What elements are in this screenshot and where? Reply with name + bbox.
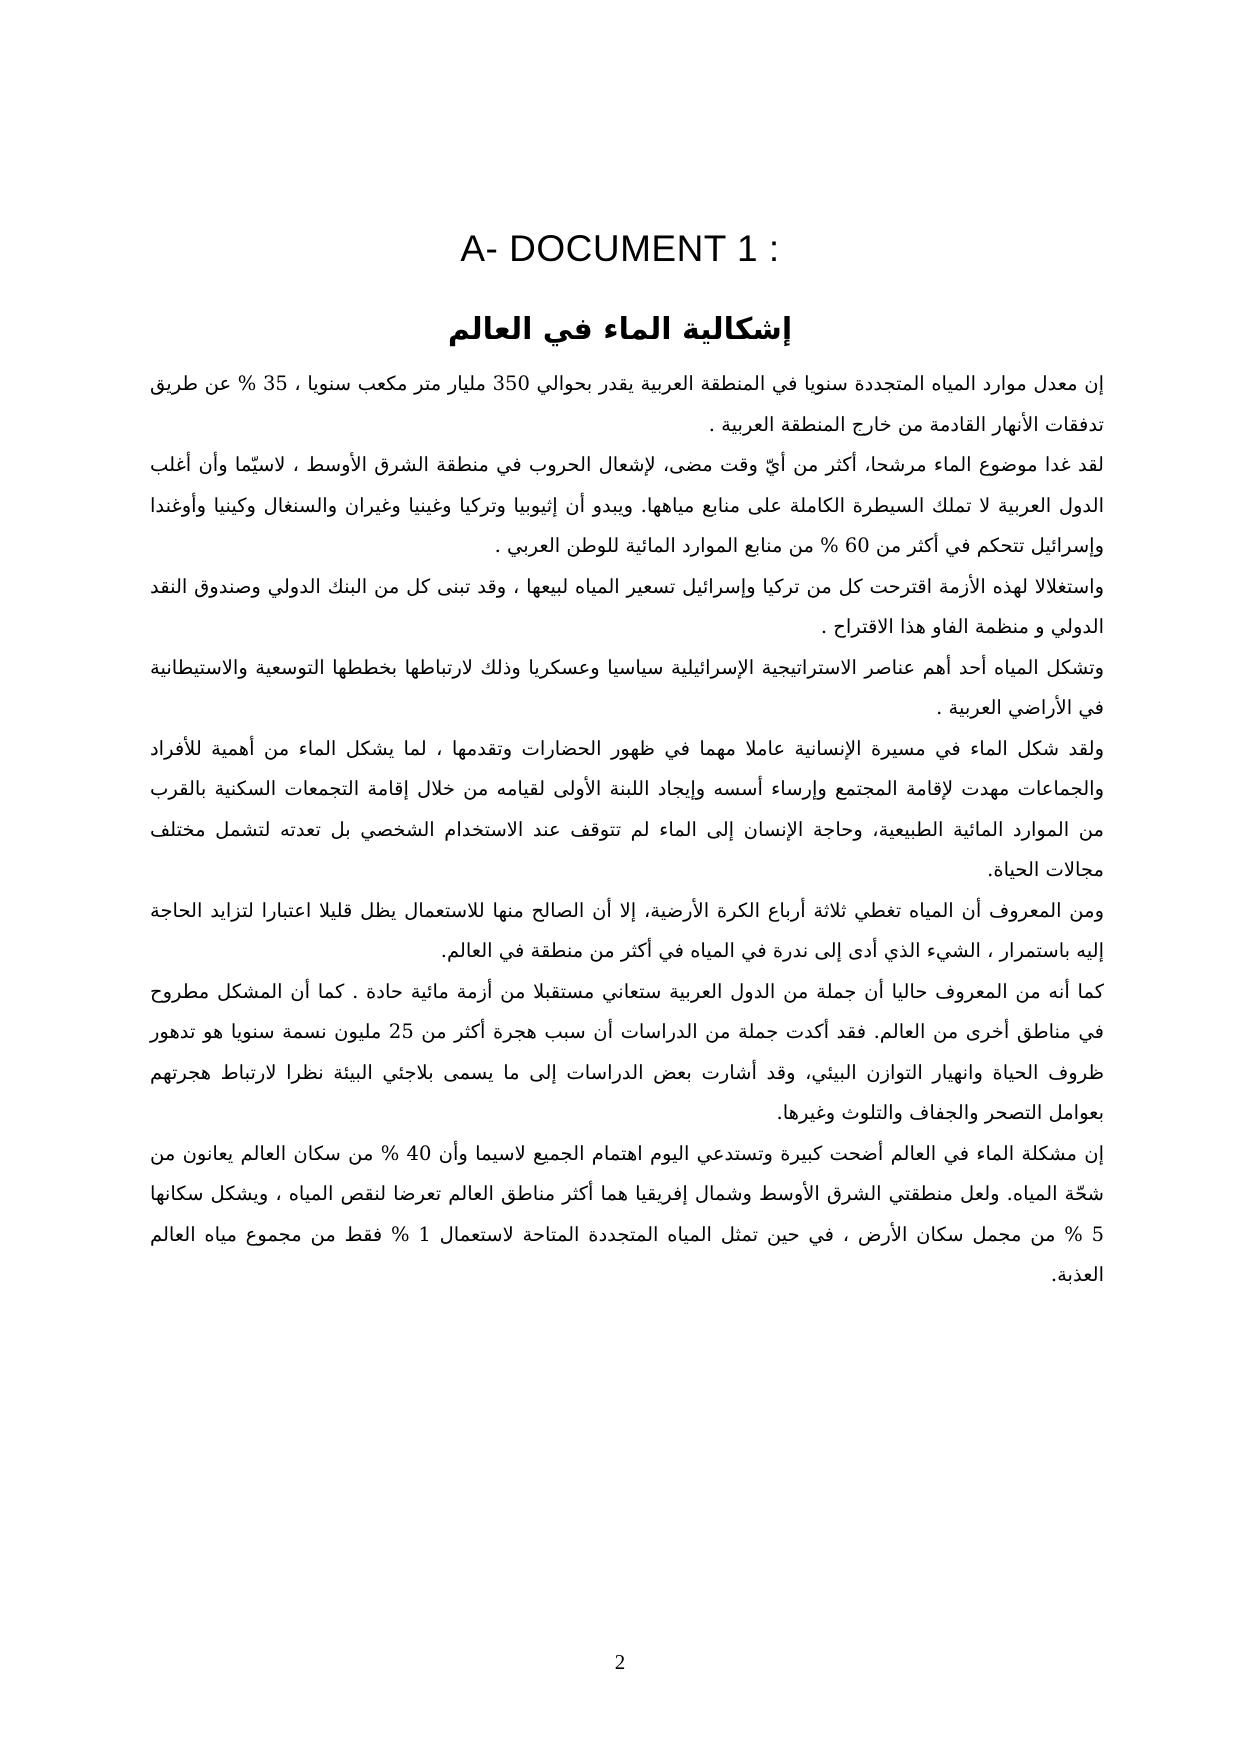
document-title: A- DOCUMENT 1 :	[460, 228, 780, 269]
paragraph: إن مشكلة الماء في العالم أضحت كبيرة وتستدعي اليوم اهتمام الجميع لاسيما وأن 40 % من سكان العالم يعانون من شحّة المياه. ولعل منطقتي الشرق الأوسط وشمال إفريقيا هما أكثر مناطق العالم تعرضا لنقص المياه ، ويشكل سكانها 5 % من مجمل سكان الأرض ، في حين تمثل المياه المتجددة المتاحة لاستعمال 1 % فقط من مجموع مياه العالم العذبة.	[150, 1141, 1104, 1286]
paragraph: واستغلالا لهذه الأزمة اقترحت كل من تركيا وإسرائيل تسعير المياه لبيعها ، وقد تبنى كل من البنك الدولي وصندوق النقد الدولي و منظمة الفاو هذا الاقتراح .	[150, 574, 1104, 638]
document-body	[150, 364, 1104, 1296]
paragraph: لقد غدا موضوع الماء مرشحا، أكثر من أيّ وقت مضى، لإشعال الحروب في منطقة الشرق الأوسط ، لاسيّما وأن أغلب الدول العربية لا تملك السيطرة الكاملة على منابع مياهها. ويبدو أن إثيوبيا وتركيا وغينيا وغيران والسنغال وكينيا وأوغندا وإسرائيل تتحكم في أكثر من 60 % من منابع الموارد المائية للوطن العربي .	[150, 453, 1104, 557]
paragraph: وتشكل المياه أحد أهم عناصر الاستراتيجية الإسرائيلية سياسيا وعسكريا وذلك لارتباطها بخططها التوسعية والاستيطانية في الأراضي العربية .	[150, 655, 1104, 719]
paragraph: ولقد شكل الماء في مسيرة الإنسانية عاملا مهما في ظهور الحضارات وتقدمها ، لما يشكل الماء من أهمية للأفراد والجماعات مهدت لإقامة المجتمع وإرساء أسسه وإيجاد اللبنة الأولى لقيامه من خلال إقامة التجمعات السكنية بالقرب من الموارد المائية الطبيعية، وحاجة الإنسان إلى الماء لم تتوقف عند الاستخدام الشخصي بل تعدته لتشمل مختلف مجالات الحياة.	[150, 736, 1104, 881]
paragraph: إن معدل موارد المياه المتجددة سنويا في المنطقة العربية يقدر بحوالي 350 مليار متر مكعب سنويا ، 35 % عن طريق تدفقات الأنهار القادمة من خارج المنطقة العربية .	[150, 372, 1104, 436]
document-subtitle: إشكالية الماء في العالم	[447, 312, 793, 347]
paragraph: كما أنه من المعروف حاليا أن جملة من الدول العربية ستعاني مستقبلا من أزمة مائية حادة . كما أن المشكل مطروح في مناطق أخرى من العالم. فقد أكدت جملة من الدراسات أن سبب هجرة أكثر من 25 مليون نسمة سنويا هو تدهور ظروف الحياة وانهيار التوازن البيئي، وقد أشارت بعض الدراسات إلى ما يسمى بلاجئي البيئة نظرا لارتباط هجرتهم بعوامل التصحر والجفاف والتلوث وغيرها.	[150, 979, 1104, 1124]
paragraph: ومن المعروف أن المياه تغطي ثلاثة أرباع الكرة الأرضية، إلا أن الصالح منها للاستعمال يظل قليلا اعتبارا لتزايد الحاجة إليه باستمرار ، الشيء الذي أدى إلى ندرة في المياه في أكثر من منطقة في العالم.	[150, 898, 1104, 962]
page-number: 2	[614, 1650, 626, 1674]
